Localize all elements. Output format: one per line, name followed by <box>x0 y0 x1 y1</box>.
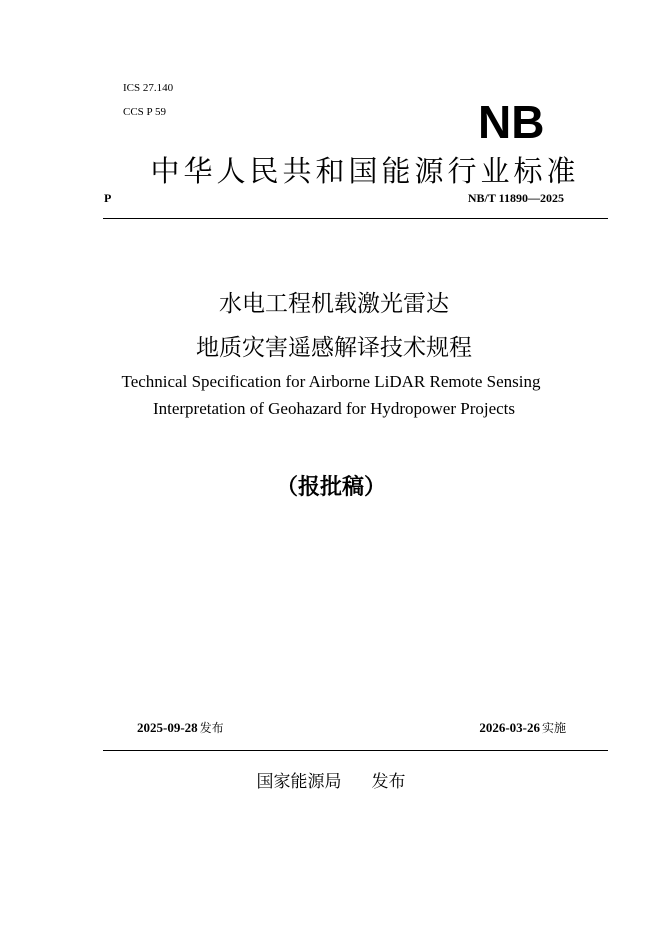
category-letter: P <box>104 191 112 205</box>
effective-date <box>479 720 566 736</box>
issue-date-value: 2025-09-28 <box>137 720 198 735</box>
effective-date-label: 实施 <box>541 721 566 735</box>
en-title-line-1: Technical Specification for Airborne LiDAR Remote Sensing <box>121 372 541 391</box>
en-title-line-2: Interpretation of Geohazard for Hydropower Projects <box>152 399 516 418</box>
zh-title-line-2: 地质灾害遥感解译技术规程 <box>196 335 472 361</box>
issue-date <box>137 720 224 736</box>
issuer-name: 国家能源局 <box>256 772 342 792</box>
zh-title-line-1: 水电工程机载激光雷达 <box>219 291 449 317</box>
draft-status: （报批稿） <box>275 475 386 500</box>
nb-logo: NB <box>478 96 545 148</box>
top-divider <box>103 218 608 219</box>
ccs-code: CCS P 59 <box>123 106 167 118</box>
issue-date-label: 发布 <box>199 721 224 735</box>
ics-code: ICS 27.140 <box>123 82 174 94</box>
bottom-divider <box>103 750 608 751</box>
standard-number: NB/T 11890—2025 <box>467 191 564 205</box>
effective-date-value: 2026-03-26 <box>479 720 540 735</box>
standard-type-title: 中华人民共和国能源行业标准 <box>150 154 580 188</box>
issuer-line <box>0 771 662 793</box>
issuer-action: 发布 <box>371 772 406 792</box>
